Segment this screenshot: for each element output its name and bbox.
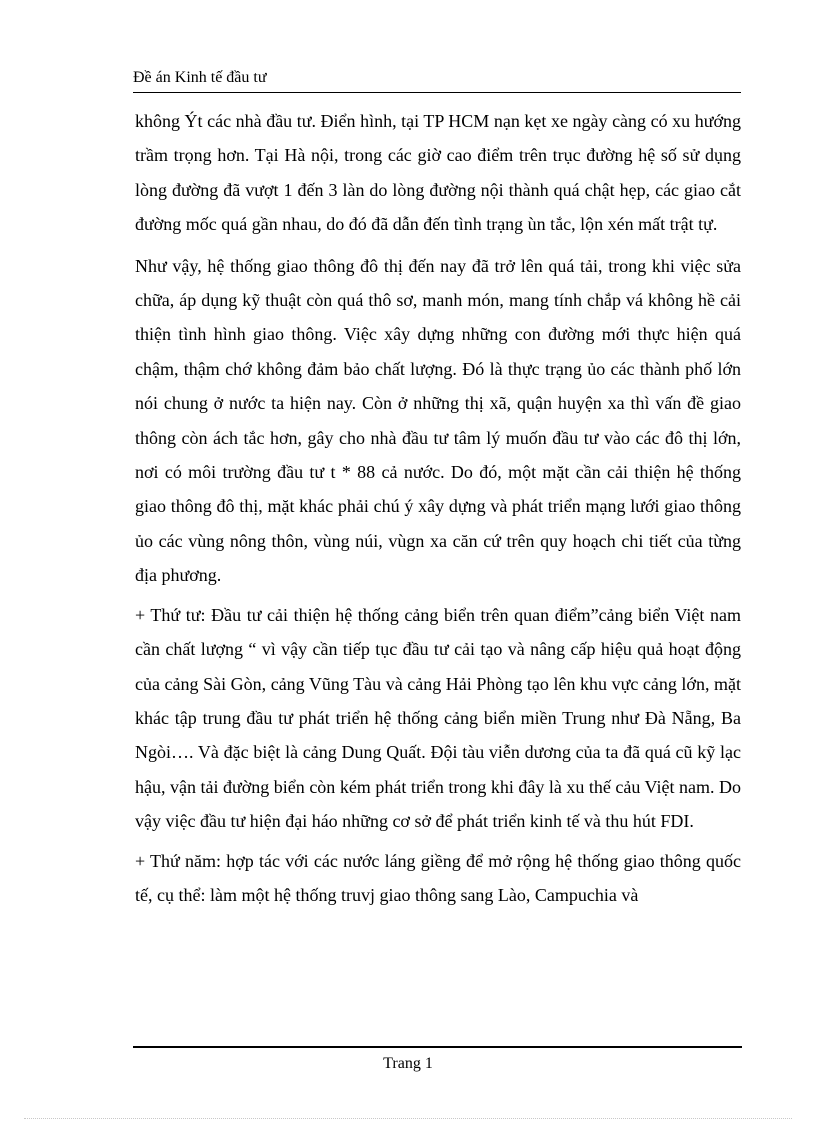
paragraph: + Thứ năm: hợp tác với các nước láng giềng để mở rộng hệ thống giao thông quốc tế, cụ thể: làm một hệ thống truvj giao thông sang Lào, Campuchia và — [135, 850, 741, 905]
header-title: Đề án Kinh tế đầu tư — [133, 69, 267, 86]
paragraph: không Ýt các nhà đầu tư. Điển hình, tại TP HCM nạn kẹt xe ngày càng có xu hướng trầm trọng hơn. Tại Hà nội, trong các giờ cao điểm trên trục đường hệ số sử dụng lòng đường đã vượt 1 đến 3 làn do lòng đường nội thành quá chật hẹp, các giao cắt đường mốc quá gần nhau, do đó đã dẫn đến tình trạng ùn tắc, lộn xén mất trật tự. — [135, 111, 741, 235]
body-text — [135, 104, 741, 918]
paragraph: + Thứ tư: Đầu tư cải thiện hệ thống cảng biển trên quan điểm”cảng biển Việt nam cần chất lượng “ vì vậy cần tiếp tục đầu tư cải tạo và nâng cấp hiệu quả hoạt động của cảng Sài Gòn, cảng Vũng Tàu và cảng Hải Phòng tạo lên khu vực cảng lớn, mặt khác tập trung đầu tư phát triển hệ thống cảng biển miền Trung như Đà Nẵng, Ba Ngòi…. Và đặc biệt là cảng Dung Quất. Đội tàu viễn dương của ta đã quá cũ kỹ lạc hậu, vận tải đường biển còn kém phát triển trong khi đây là xu thế cảu Việt nam. Do vậy việc đầu tư hiện đại háo những cơ sở để phát triển kinh tế và thu hút FDI. — [135, 604, 741, 832]
paragraph: Như vậy, hệ thống giao thông đô thị đến nay đã trở lên quá tải, trong khi việc sửa chữa, áp dụng kỹ thuật còn quá thô sơ, manh món, mang tính chắp vá không hề cải thiện tình hình giao thông. Việc xây dựng những con đường mới thực hiện quá chậm, thậm chớ không đảm bảo chất lượng. Đó là thực trạng ủo các thành phố lớn nói chung ở nước ta hiện nay. Còn ở những thị xã, quận huyện xa thì vấn đề giao thông còn ách tắc hơn, gây cho nhà đầu tư tâm lý muốn đầu tư vào các đô thị lớn, nơi có môi trường đầu tư t * 88 cả nước. Do đó, một mặt cần cải thiện hệ thống giao thông đô thị, mặt khác phải chú ý xây dựng và phát triển mạng lưới giao thông ủo các vùng nông thôn, vùng núi, vùgn xa căn cứ trên quy hoạch chi tiết của từng địa phương. — [135, 255, 741, 586]
footer-divider — [133, 1046, 742, 1048]
page-bottom-edge — [24, 1118, 792, 1119]
page-number: Trang 1 — [383, 1055, 433, 1072]
header-divider — [133, 92, 741, 93]
